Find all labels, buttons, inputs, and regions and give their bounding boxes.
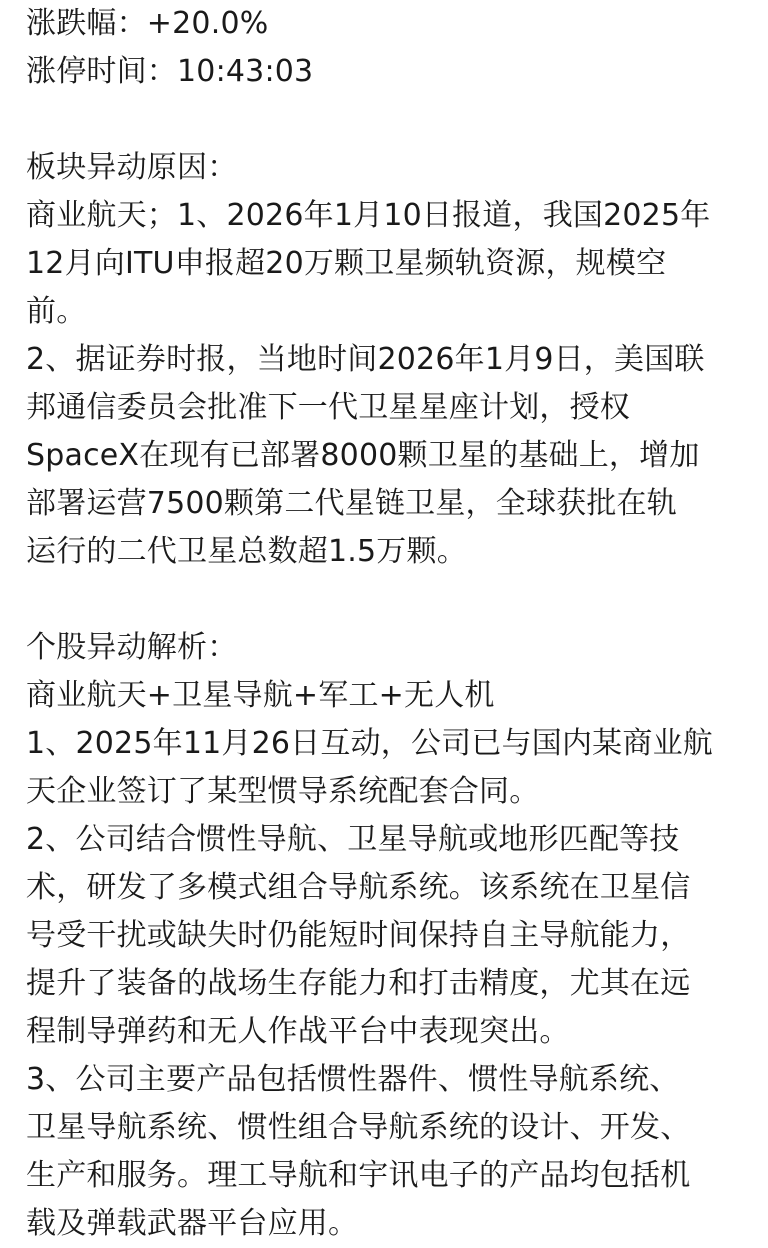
sector-reason-line: 12月向ITU申报超20万颗卫星频轨资源，规模空 bbox=[26, 246, 667, 281]
stock-analysis-line: 3、公司主要产品包括惯性器件、惯性导航系统、 bbox=[26, 1062, 680, 1097]
stock-concept-tags: 商业航天+卫星导航+军工+无人机 bbox=[26, 678, 495, 713]
sector-reason-line: 部署运营7500颗第二代星链卫星，全球获批在轨 bbox=[26, 486, 677, 521]
stock-analysis-line: 提升了装备的战场生存能力和打击精度，尤其在远 bbox=[26, 966, 691, 1001]
stock-analysis-line: 卫星导航系统、惯性组合导航系统的设计、开发、 bbox=[26, 1110, 691, 1145]
sector-reason-heading: 板块异动原因： bbox=[26, 150, 238, 185]
change-percent-line: 涨跌幅：+20.0% bbox=[26, 6, 269, 41]
stock-analysis-heading: 个股异动解析： bbox=[26, 630, 238, 665]
sector-reason-line: 运行的二代卫星总数超1.5万颗。 bbox=[26, 534, 467, 569]
spacer bbox=[26, 96, 746, 144]
stock-analysis-line: 号受干扰或缺失时仍能短时间保持自主导航能力， bbox=[26, 918, 691, 953]
sector-reason-line: 邦通信委员会批准下一代卫星星座计划，授权 bbox=[26, 390, 630, 425]
limit-up-time-line: 涨停时间：10:43:03 bbox=[26, 54, 314, 89]
stock-analysis-line: 程制导弹药和无人作战平台中表现突出。 bbox=[26, 1014, 570, 1049]
spacer bbox=[26, 576, 746, 624]
stock-analysis-line: 生产和服务。理工导航和宇讯电子的产品均包括机 bbox=[26, 1158, 691, 1193]
stock-analysis-line: 术，研发了多模式组合导航系统。该系统在卫星信 bbox=[26, 870, 691, 905]
stock-analysis-line: 1、2025年11月26日互动，公司已与国内某商业航 bbox=[26, 726, 713, 761]
stock-analysis-line: 天企业签订了某型惯导系统配套合同。 bbox=[26, 774, 540, 809]
stock-analysis-line: 2、公司结合惯性导航、卫星导航或地形匹配等技 bbox=[26, 822, 680, 857]
sector-reason-line: SpaceX在现有已部署8000颗卫星的基础上，增加 bbox=[26, 438, 700, 473]
sector-reason-line: 2、据证券时报，当地时间2026年1月9日，美国联 bbox=[26, 342, 705, 377]
stock-analysis-line: 载及弹载武器平台应用。 bbox=[26, 1206, 359, 1241]
article-body bbox=[26, 0, 746, 1248]
sector-reason-line: 商业航天；1、2026年1月10日报道，我国2025年 bbox=[26, 198, 711, 233]
sector-reason-line: 前。 bbox=[26, 294, 87, 329]
